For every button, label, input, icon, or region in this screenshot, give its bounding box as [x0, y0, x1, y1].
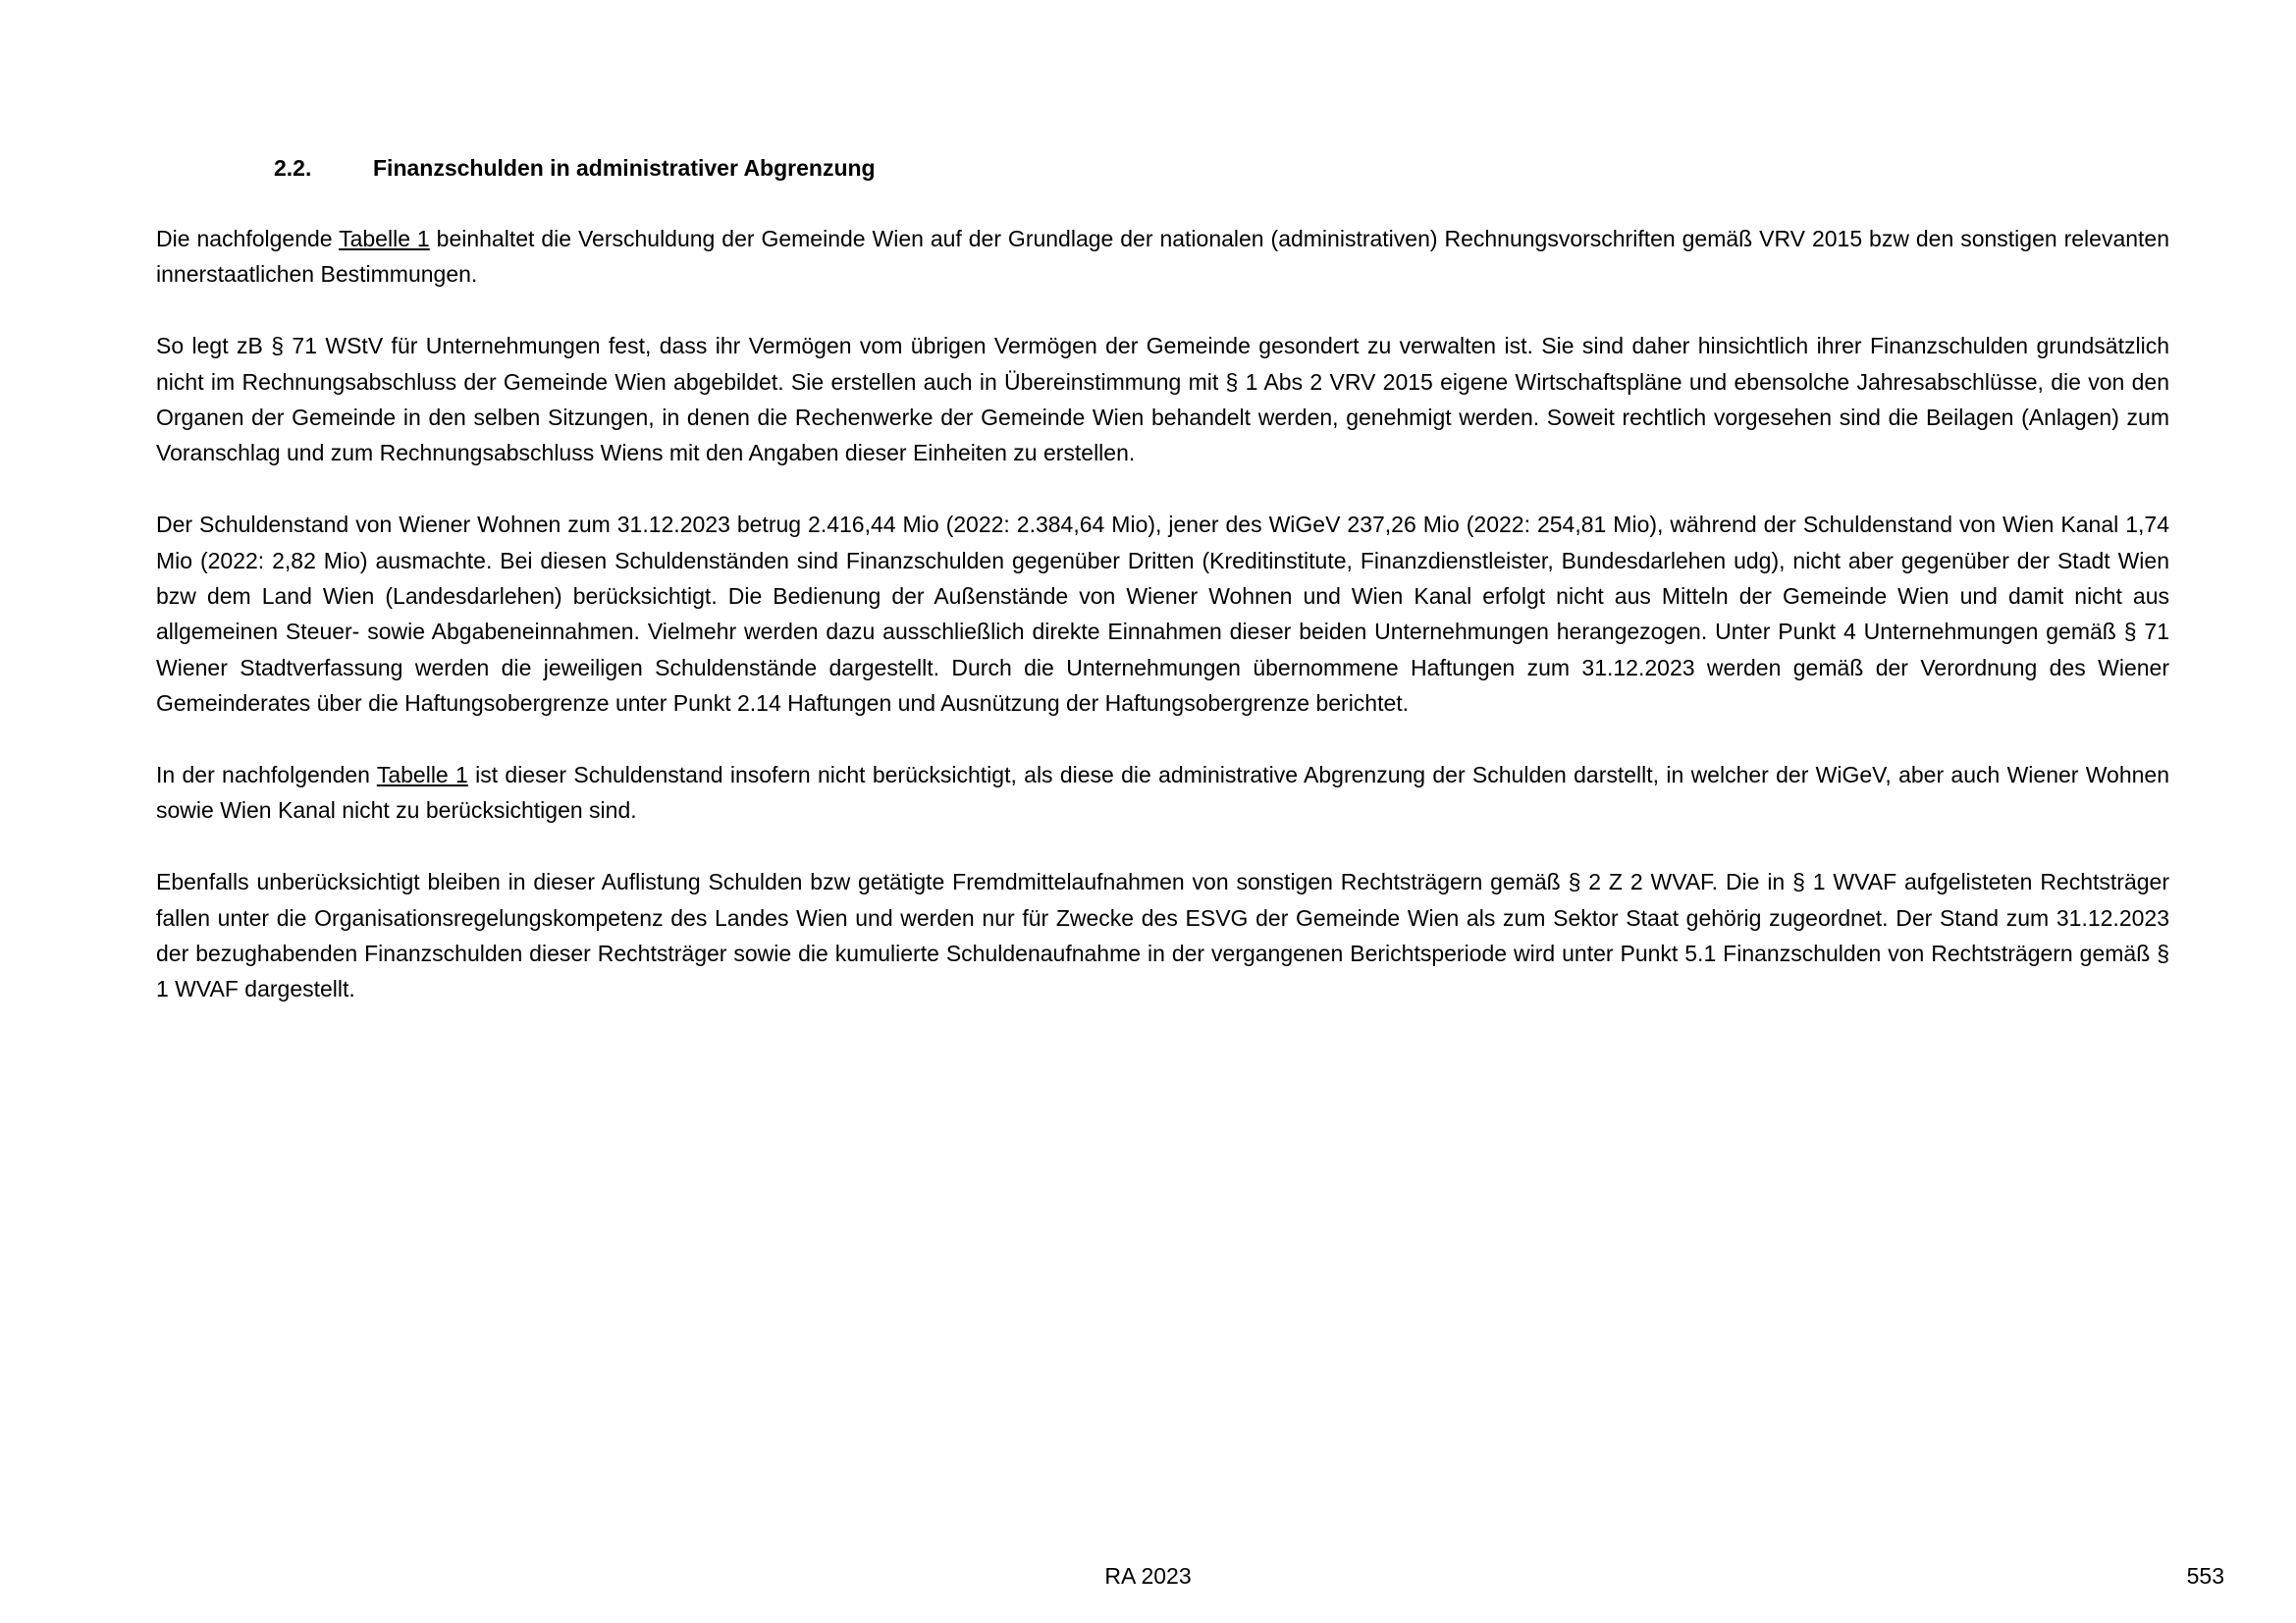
section-number: 2.2. — [274, 155, 312, 181]
body-text — [156, 221, 2169, 1043]
paragraph-1-text-after: beinhaltet die Verschuldung der Gemeinde Wien auf der Grundlage der nationalen (administrativen) Rechnungsvorschriften gemäß VRV 2015 bzw den sonstigen relevanten innerstaatlichen Bestimmungen. — [156, 226, 2169, 288]
paragraph-5: Ebenfalls unberücksichtigt bleiben in dieser Auflistung Schulden bzw getätigte Fremdmittelaufnahmen von sonstigen Rechtsträgern gemäß § 2 Z 2 WVAF. Die in § 1 WVAF aufgelisteten Rechtsträger fallen unter die Organisationsregelungskompetenz des Landes Wien und werden nur für Zwecke des ESVG der Gemeinde Wien als zum Sektor Staat gehörig zugeordnet. Der Stand zum 31.12.2023 der bezughabenden Finanzschulden dieser Rechtsträger sowie die kumulierte Schuldenaufnahme in der vergangenen Berichtsperiode wird unter Punkt 5.1 Finanzschulden von Rechtsträgern gemäß § 1 WVAF dargestellt. — [156, 869, 2169, 1002]
paragraph-1-text-before: Die nachfolgende — [156, 226, 340, 251]
paragraph-4 — [156, 757, 2169, 829]
paragraph-3: Der Schuldenstand von Wiener Wohnen zum 31.12.2023 betrug 2.416,44 Mio (2022: 2.384,64 Mio), jener des WiGeV 237,26 Mio (2022: 254,81 Mio), während der Schuldenstand von Wien Kanal 1,74 Mio (2022: 2,82 Mio) ausmachte. Bei diesen Schuldenständen sind Finanzschulden gegenüber Dritten (Kreditinstitute, Finanzdienstleister, Bundesdarlehen udg), nicht aber gegenüber der Stadt Wien bzw dem Land Wien (Landesdarlehen) berücksichtigt. Die Bedienung der Außenstände von Wiener Wohnen und Wien Kanal erfolgt nicht aus Mitteln der Gemeinde Wien und damit nicht aus allgemeinen Steuer- sowie Abgabeneinnahmen. Vielmehr werden dazu ausschließlich direkte Einnahmen dieser beiden Unternehmungen herangezogen. Unter Punkt 4 Unternehmungen gemäß § 71 Wiener Stadtverfassung werden die jeweiligen Schuldenstände dargestellt. Durch die Unternehmungen übernommene Haftungen zum 31.12.2023 werden gemäß der Verordnung des Wiener Gemeinderates über die Haftungsobergrenze unter Punkt 2.14 Haftungen und Ausnützung der Haftungsobergrenze berichtet. — [156, 512, 2169, 717]
section-heading — [274, 153, 876, 183]
table-1-link[interactable]: Tabelle 1 — [339, 226, 430, 251]
paragraph-2: So legt zB § 71 WStV für Unternehmungen fest, dass ihr Vermögen vom übrigen Vermögen der Gemeinde gesondert zu verwalten ist. Sie sind daher hinsichtlich ihrer Finanzschulden grundsätzlich nicht im Rechnungsabschluss der Gemeinde Wien abgebildet. Sie erstellen auch in Übereinstimmung mit § 1 Abs 2 VRV 2015 eigene Wirtschaftspläne und ebensolche Jahresabschlüsse, die von den Organen der Gemeinde in den selben Sitzungen, in denen die Rechenwerke der Gemeinde Wien behandelt werden, genehmigt werden. Soweit rechtlich vorgesehen sind die Beilagen (Anlagen) zum Voranschlag und zum Rechnungsabschluss Wiens mit den Angaben dieser Einheiten zu erstellen. — [156, 333, 2169, 466]
table-1-link[interactable]: Tabelle 1 — [376, 762, 468, 788]
footer-page-number: 553 — [2186, 1563, 2224, 1589]
paragraph-4-text-after: ist dieser Schuldenstand insofern nicht berücksichtigt, als diese die administrative Abgrenzung der Schulden darstellt, in welcher der WiGeV, aber auch Wiener Wohnen sowie Wien Kanal nicht zu berücksichtigen sind. — [156, 762, 2169, 824]
paragraph-1 — [156, 221, 2169, 293]
footer-document-label: RA 2023 — [1104, 1563, 1192, 1589]
paragraph-4-text-before: In der nachfolgenden — [156, 762, 377, 788]
section-title: Finanzschulden in administrativer Abgrenzung — [373, 155, 876, 181]
